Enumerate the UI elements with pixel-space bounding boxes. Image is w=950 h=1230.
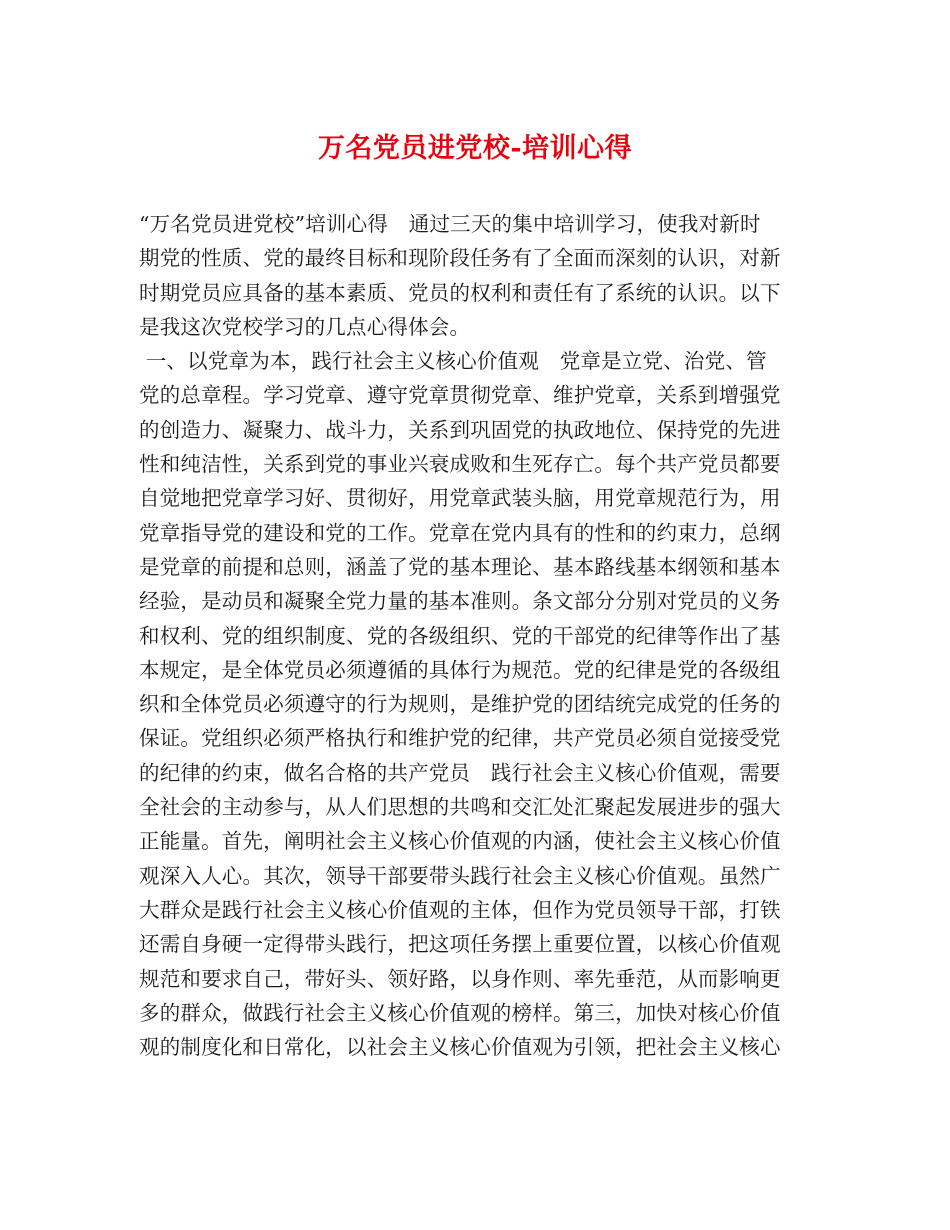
body-text-line: 规范和要求自己，带好头、领好路，以身作则、率先垂范，从而影响更 <box>139 966 781 991</box>
body-text-line: 观的制度化和日常化，以社会主义核心价值观为引领，把社会主义核心 <box>139 1035 781 1060</box>
body-text-line: 还需自身硬一定得带头践行，把这项任务摆上重要位置，以核心价值观 <box>139 932 781 957</box>
body-text-line: 党章指导党的建设和党的工作。党章在党内具有的性和的约束力，总纲 <box>139 520 781 545</box>
document-body <box>139 207 819 1064</box>
body-text-line: 的创造力、凝聚力、战斗力，关系到巩固党的执政地位、保持党的先进 <box>139 417 781 442</box>
body-text-line: 时期党员应具备的基本素质、党员的权利和责任有了系统的认识。以下 <box>139 280 781 305</box>
body-text-line: 和权利、党的组织制度、党的各级组织、党的干部党的纪律等作出了基 <box>139 623 781 648</box>
body-text-line: 本规定，是全体党员必须遵循的具体行为规范。党的纪律是党的各级组 <box>139 657 781 682</box>
body-text-line: 经验，是动员和凝聚全党力量的基本准则。条文部分分别对党员的义务 <box>139 589 781 614</box>
body-text-line: 全社会的主动参与，从人们思想的共鸣和交汇处汇聚起发展进步的强大 <box>139 795 781 820</box>
body-text-line: 性和纯洁性，关系到党的事业兴衰成败和生死存亡。每个共产党员都要 <box>139 452 781 477</box>
body-text-line: 多的群众，做践行社会主义核心价值观的榜样。第三，加快对核心价值 <box>139 1000 781 1025</box>
body-text-line: 织和全体党员必须遵守的行为规则，是维护党的团结统完成党的任务的 <box>139 692 781 717</box>
body-text-line: 观深入人心。其次，领导干部要带头践行社会主义核心价值观。虽然广 <box>139 863 781 888</box>
body-text-line: 是党章的前提和总则，涵盖了党的基本理论、基本路线基本纲领和基本 <box>139 554 781 579</box>
body-text-line: 的纪律的约束，做名合格的共产党员 践行社会主义核心价值观，需要 <box>139 760 781 785</box>
body-text-line: 一、以党章为本，践行社会主义核心价值观 党章是立党、治党、管 <box>139 349 767 374</box>
body-text-line: 正能量。首先，阐明社会主义核心价值观的内涵，使社会主义核心价值 <box>139 829 781 854</box>
body-text-line: 保证。党组织必须严格执行和维护党的纪律，共产党员必须自觉接受党 <box>139 726 781 751</box>
body-text-line: 期党的性质、党的最终目标和现阶段任务有了全面而深刻的认识，对新 <box>139 246 781 271</box>
body-text-line: 是我这次党校学习的几点心得体会。 <box>139 314 471 339</box>
body-text-line: 自觉地把党章学习好、贯彻好，用党章武装头脑，用党章规范行为，用 <box>139 486 781 511</box>
body-text-line: “万名党员进党校”培训心得 通过三天的集中培训学习，使我对新时 <box>139 212 761 236</box>
document-title: 万名党员进党校-培训心得 <box>317 133 633 164</box>
body-text-line: 党的总章程。学习党章、遵守党章贯彻党章、维护党章，关系到增强党 <box>139 383 781 408</box>
body-text-line: 大群众是践行社会主义核心价值观的主体，但作为党员领导干部，打铁 <box>139 897 781 922</box>
